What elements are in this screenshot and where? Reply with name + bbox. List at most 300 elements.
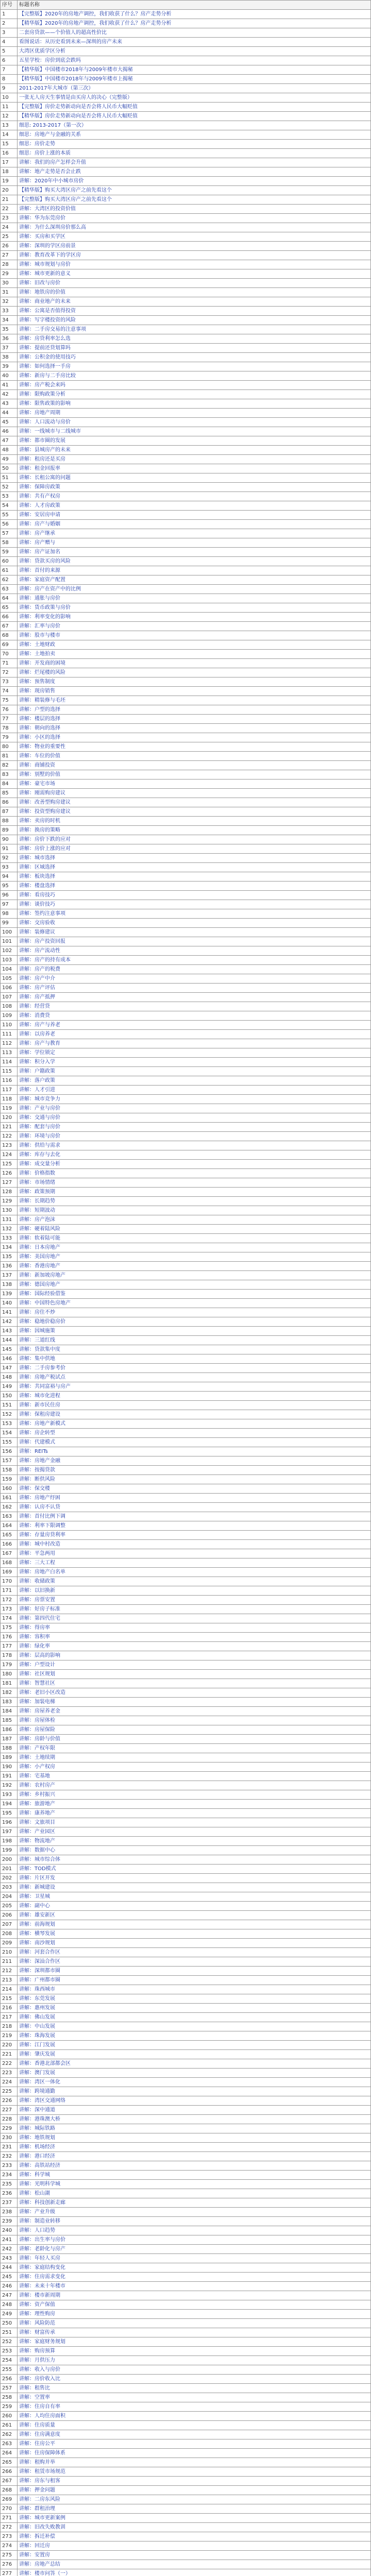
row-index: 276 bbox=[1, 2560, 18, 2569]
table-row bbox=[1, 483, 371, 492]
row-title: 讲解：地铁房的价值 bbox=[18, 288, 371, 297]
table-row bbox=[1, 1438, 371, 1447]
row-title: 讲解：年轻人买房 bbox=[18, 2254, 371, 2263]
row-title: 讲解：江门发展 bbox=[18, 2041, 371, 2050]
row-index: 241 bbox=[1, 2235, 18, 2245]
table-row bbox=[1, 1605, 371, 1614]
row-index: 131 bbox=[1, 1215, 18, 1225]
row-title: 讲解：国际经验借鉴 bbox=[18, 1290, 371, 1299]
table-row bbox=[1, 1698, 371, 1707]
row-index: 162 bbox=[1, 1503, 18, 1512]
row-title: 讲解：长期趋势 bbox=[18, 1197, 371, 1206]
table-row bbox=[1, 1373, 371, 1382]
row-index: 273 bbox=[1, 2532, 18, 2541]
table-row bbox=[1, 2504, 371, 2514]
row-index: 143 bbox=[1, 1327, 18, 1336]
row-index: 70 bbox=[1, 650, 18, 659]
row-title: 讲解：公寓是否值得投资 bbox=[18, 307, 371, 316]
row-index: 73 bbox=[1, 677, 18, 687]
row-index: 174 bbox=[1, 1614, 18, 1623]
table-row bbox=[1, 2467, 371, 2477]
table-row bbox=[1, 1188, 371, 1197]
table-row bbox=[1, 2421, 371, 2430]
row-index: 33 bbox=[1, 307, 18, 316]
row-title: 讲解：华为东莞房价 bbox=[18, 214, 371, 223]
table-row bbox=[1, 2087, 371, 2096]
row-title: 看图说话：从历史看到未来—深圳的房产未来 bbox=[18, 38, 371, 47]
row-index: 200 bbox=[1, 1855, 18, 1865]
row-index: 183 bbox=[1, 1698, 18, 1707]
row-title: 讲解：房产在资产中的比例 bbox=[18, 585, 371, 594]
row-index: 126 bbox=[1, 1169, 18, 1178]
row-index: 177 bbox=[1, 1642, 18, 1651]
row-index: 80 bbox=[1, 742, 18, 752]
table-row bbox=[1, 297, 371, 307]
row-index: 240 bbox=[1, 2226, 18, 2235]
table-row bbox=[1, 631, 371, 640]
row-title: 讲解：好房子标准 bbox=[18, 1605, 371, 1614]
row-index: 272 bbox=[1, 2523, 18, 2532]
row-title: 讲解：如何选择一手房 bbox=[18, 362, 371, 371]
row-index: 251 bbox=[1, 2328, 18, 2337]
row-index: 117 bbox=[1, 1086, 18, 1095]
table-row bbox=[1, 770, 371, 779]
table-row bbox=[1, 1512, 371, 1521]
table-row bbox=[1, 1021, 371, 1030]
row-title: 讲解：房产继承 bbox=[18, 529, 371, 538]
row-index: 235 bbox=[1, 2180, 18, 2189]
table-row bbox=[1, 835, 371, 844]
row-index: 81 bbox=[1, 752, 18, 761]
table-row bbox=[1, 2291, 371, 2300]
table-row bbox=[1, 937, 371, 946]
row-index: 150 bbox=[1, 1392, 18, 1401]
table-row bbox=[1, 1484, 371, 1494]
row-index: 168 bbox=[1, 1558, 18, 1568]
row-index: 92 bbox=[1, 854, 18, 863]
table-row bbox=[1, 2532, 371, 2541]
table-row bbox=[1, 2096, 371, 2106]
row-title: 讲解：车位的价值 bbox=[18, 752, 371, 761]
table-row bbox=[1, 1336, 371, 1345]
row-title: 讲解：房价收入比 bbox=[18, 2375, 371, 2384]
table-row bbox=[1, 1225, 371, 1234]
row-index: 44 bbox=[1, 409, 18, 418]
row-title: 讲解：因城施策 bbox=[18, 1327, 371, 1336]
table-row bbox=[1, 789, 371, 798]
row-title: 讲解：物业的重要性 bbox=[18, 742, 371, 752]
table-row bbox=[1, 1076, 371, 1086]
row-title: 讲解：香港北部都会区 bbox=[18, 2059, 371, 2069]
row-title: 讲解：以房养老 bbox=[18, 1030, 371, 1039]
row-title: 讲解：学位锁定 bbox=[18, 1048, 371, 1058]
row-title: 讲解：租购并举 bbox=[18, 2458, 371, 2467]
row-index: 46 bbox=[1, 427, 18, 436]
table-row bbox=[1, 677, 371, 687]
row-index: 128 bbox=[1, 1188, 18, 1197]
row-index: 106 bbox=[1, 984, 18, 993]
row-title: 讲解：刚需购房建议 bbox=[18, 789, 371, 798]
row-title: 讲解：房地产税试点 bbox=[18, 1373, 371, 1382]
header-title: 标题名称 bbox=[18, 1, 371, 10]
row-index: 271 bbox=[1, 2514, 18, 2523]
table-row bbox=[1, 307, 371, 316]
row-title: 讲解：湾区交通网络 bbox=[18, 2096, 371, 2106]
table-row bbox=[1, 1614, 371, 1623]
row-index: 83 bbox=[1, 770, 18, 779]
table-row bbox=[1, 1197, 371, 1206]
row-title: 讲解：东莞发展 bbox=[18, 1994, 371, 2004]
row-title: 讲解：我们的房产怎样会升值 bbox=[18, 158, 371, 167]
table-row bbox=[1, 1178, 371, 1188]
row-title: 讲解：高铁站经济 bbox=[18, 2161, 371, 2171]
row-title: 讲解：老龄化与房产 bbox=[18, 2245, 371, 2254]
row-index: 67 bbox=[1, 622, 18, 631]
table-row bbox=[1, 1920, 371, 1929]
row-index: 186 bbox=[1, 1725, 18, 1735]
table-row bbox=[1, 2365, 371, 2375]
row-title: 讲解：回迁房 bbox=[18, 2541, 371, 2551]
row-index: 61 bbox=[1, 566, 18, 575]
table-row bbox=[1, 1419, 371, 1429]
table-row bbox=[1, 1410, 371, 1419]
row-index: 136 bbox=[1, 1262, 18, 1271]
row-index: 103 bbox=[1, 956, 18, 965]
row-index: 147 bbox=[1, 1364, 18, 1373]
table-row bbox=[1, 1456, 371, 1466]
row-title: 讲解：短期波动 bbox=[18, 1206, 371, 1215]
row-title: 讲解：人口流动与房价 bbox=[18, 418, 371, 427]
table-row bbox=[1, 1837, 371, 1846]
row-index: 217 bbox=[1, 2013, 18, 2022]
row-title: 讲解：城市综合体 bbox=[18, 1855, 371, 1865]
table-row bbox=[1, 288, 371, 297]
table-row bbox=[1, 232, 371, 242]
row-title: 讲解：人才房政策 bbox=[18, 501, 371, 511]
row-index: 207 bbox=[1, 1920, 18, 1929]
row-index: 101 bbox=[1, 937, 18, 946]
row-index: 84 bbox=[1, 779, 18, 789]
row-title: 讲解：软着陆可能 bbox=[18, 1234, 371, 1243]
row-index: 23 bbox=[1, 214, 18, 223]
row-index: 196 bbox=[1, 1818, 18, 1827]
row-index: 3 bbox=[1, 28, 18, 38]
table-row bbox=[1, 817, 371, 826]
table-row bbox=[1, 2041, 371, 2050]
row-index: 197 bbox=[1, 1827, 18, 1837]
row-index: 164 bbox=[1, 1521, 18, 1531]
row-index: 77 bbox=[1, 715, 18, 724]
row-index: 252 bbox=[1, 2337, 18, 2347]
table-row bbox=[1, 733, 371, 742]
row-title: 讲解：文旅项目 bbox=[18, 1818, 371, 1827]
row-index: 216 bbox=[1, 2004, 18, 2013]
table-row bbox=[1, 242, 371, 251]
table-row bbox=[1, 2078, 371, 2087]
table-row bbox=[1, 1827, 371, 1837]
row-index: 71 bbox=[1, 659, 18, 668]
row-title: 五星学校：房价到底会跌吗 bbox=[18, 56, 371, 65]
row-index: 82 bbox=[1, 761, 18, 770]
row-title: 讲解：资产保值 bbox=[18, 2300, 371, 2310]
table-row bbox=[1, 2004, 371, 2013]
row-title: 讲解：公积金的使用技巧 bbox=[18, 353, 371, 362]
table-row bbox=[1, 149, 371, 158]
row-index: 14 bbox=[1, 130, 18, 140]
row-index: 258 bbox=[1, 2393, 18, 2402]
row-index: 28 bbox=[1, 260, 18, 269]
row-title: 讲解：副中心 bbox=[18, 1902, 371, 1911]
row-index: 37 bbox=[1, 344, 18, 353]
table-row bbox=[1, 1392, 371, 1401]
table-row bbox=[1, 464, 371, 473]
row-index: 12 bbox=[1, 112, 18, 121]
table-row bbox=[1, 1531, 371, 1540]
row-index: 158 bbox=[1, 1466, 18, 1475]
row-index: 242 bbox=[1, 2245, 18, 2254]
row-index: 223 bbox=[1, 2069, 18, 2078]
row-index: 38 bbox=[1, 353, 18, 362]
row-title: 讲解：新房与二手房比较 bbox=[18, 371, 371, 381]
row-index: 86 bbox=[1, 798, 18, 807]
row-title: 讲解：珠海发展 bbox=[18, 2031, 371, 2041]
row-title: 讲解：保交楼 bbox=[18, 1484, 371, 1494]
table-row bbox=[1, 1234, 371, 1243]
table-row bbox=[1, 520, 371, 529]
table-row bbox=[1, 687, 371, 696]
row-index: 7 bbox=[1, 65, 18, 75]
row-index: 231 bbox=[1, 2143, 18, 2152]
row-index: 22 bbox=[1, 205, 18, 214]
table-row bbox=[1, 316, 371, 325]
row-title: 讲解：消费贷 bbox=[18, 1011, 371, 1021]
row-title: 细思: 2013-2017（第一次） bbox=[18, 121, 371, 130]
row-title: 讲解：区域选择 bbox=[18, 863, 371, 872]
row-title: 讲解：住房满意度 bbox=[18, 2430, 371, 2439]
row-title: 讲解：港珠澳大桥 bbox=[18, 2115, 371, 2124]
table-row bbox=[1, 807, 371, 817]
row-title: 讲解：租金回报率 bbox=[18, 464, 371, 473]
table-row bbox=[1, 1354, 371, 1364]
row-index: 19 bbox=[1, 177, 18, 186]
row-title: 讲解：风险防范 bbox=[18, 2319, 371, 2328]
row-index: 85 bbox=[1, 789, 18, 798]
row-index: 100 bbox=[1, 928, 18, 937]
row-index: 154 bbox=[1, 1429, 18, 1438]
row-title: 讲解：家庭结构变化 bbox=[18, 2263, 371, 2273]
row-title: 讲解：人均住房面积 bbox=[18, 2412, 371, 2421]
row-title: 讲解：集中供地 bbox=[18, 1354, 371, 1364]
table-row bbox=[1, 1401, 371, 1410]
row-index: 31 bbox=[1, 288, 18, 297]
table-row bbox=[1, 2189, 371, 2198]
row-title: 讲解：共有产权房 bbox=[18, 492, 371, 501]
table-row bbox=[1, 2384, 371, 2393]
row-title: 讲解：房产评估 bbox=[18, 984, 371, 993]
row-index: 156 bbox=[1, 1447, 18, 1456]
table-row bbox=[1, 2439, 371, 2449]
row-index: 248 bbox=[1, 2300, 18, 2310]
row-index: 112 bbox=[1, 1039, 18, 1048]
table-row bbox=[1, 399, 371, 409]
table-row bbox=[1, 538, 371, 548]
table-row bbox=[1, 705, 371, 715]
table-row bbox=[1, 2300, 371, 2310]
row-index: 161 bbox=[1, 1494, 18, 1503]
row-title: 讲解：小区的选择 bbox=[18, 733, 371, 742]
row-title: 讲解：深圳的学区房前景 bbox=[18, 242, 371, 251]
row-title: 讲解：交通与房价 bbox=[18, 1113, 371, 1123]
table-row bbox=[1, 186, 371, 195]
row-index: 59 bbox=[1, 548, 18, 557]
row-index: 132 bbox=[1, 1225, 18, 1234]
table-row bbox=[1, 1744, 371, 1753]
table-row bbox=[1, 1568, 371, 1577]
row-title: 讲解：产业升级 bbox=[18, 2208, 371, 2217]
row-title: 讲解：利率变化的影响 bbox=[18, 613, 371, 622]
row-title: 讲解：看房技巧 bbox=[18, 891, 371, 900]
table-row bbox=[1, 2541, 371, 2551]
row-index: 246 bbox=[1, 2282, 18, 2291]
table-row bbox=[1, 575, 371, 585]
table-row bbox=[1, 409, 371, 418]
row-title: 讲解：南沙规划 bbox=[18, 1939, 371, 1948]
table-row bbox=[1, 919, 371, 928]
row-index: 263 bbox=[1, 2439, 18, 2449]
table-row bbox=[1, 1735, 371, 1744]
row-index: 204 bbox=[1, 1892, 18, 1902]
row-title: 讲解：土地拍卖 bbox=[18, 650, 371, 659]
table-row bbox=[1, 1466, 371, 1475]
row-index: 79 bbox=[1, 733, 18, 742]
row-title: 讲解：房产与婚姻 bbox=[18, 520, 371, 529]
row-title: 讲解：房产中介 bbox=[18, 974, 371, 984]
table-row bbox=[1, 1800, 371, 1809]
row-title: 讲解：科技创新走廊 bbox=[18, 2198, 371, 2208]
table-row bbox=[1, 2319, 371, 2328]
table-row bbox=[1, 1475, 371, 1484]
table-row bbox=[1, 1382, 371, 1392]
table-row bbox=[1, 47, 371, 56]
row-index: 163 bbox=[1, 1512, 18, 1521]
row-title: 讲解：板块选择 bbox=[18, 872, 371, 882]
row-index: 202 bbox=[1, 1874, 18, 1883]
row-index: 104 bbox=[1, 965, 18, 974]
table-row bbox=[1, 557, 371, 566]
row-title: 讲解：深中通道 bbox=[18, 2106, 371, 2115]
row-title: 讲解：深汕合作区 bbox=[18, 1957, 371, 1967]
row-index: 99 bbox=[1, 919, 18, 928]
table-row bbox=[1, 325, 371, 334]
table-row bbox=[1, 603, 371, 613]
row-title: 讲解：小产权房 bbox=[18, 1762, 371, 1772]
row-title: 讲解：都市圈的发展 bbox=[18, 436, 371, 446]
table-row bbox=[1, 1967, 371, 1976]
table-row bbox=[1, 2235, 371, 2245]
row-index: 144 bbox=[1, 1336, 18, 1345]
table-row bbox=[1, 455, 371, 464]
table-row bbox=[1, 882, 371, 891]
row-index: 39 bbox=[1, 362, 18, 371]
row-title: 讲解：二手房交易的注意事项 bbox=[18, 325, 371, 334]
row-index: 199 bbox=[1, 1846, 18, 1855]
row-index: 72 bbox=[1, 668, 18, 677]
row-title: 讲解：代建模式 bbox=[18, 1438, 371, 1447]
table-row bbox=[1, 752, 371, 761]
table-row bbox=[1, 2180, 371, 2189]
table-row bbox=[1, 2560, 371, 2569]
row-title: 讲解：供给与需求 bbox=[18, 1141, 371, 1150]
row-index: 119 bbox=[1, 1104, 18, 1113]
row-index: 63 bbox=[1, 585, 18, 594]
table-row bbox=[1, 900, 371, 909]
row-index: 15 bbox=[1, 140, 18, 149]
row-title: 细思：房价走势 bbox=[18, 140, 371, 149]
row-index: 42 bbox=[1, 390, 18, 399]
row-title: 讲解：财富传承 bbox=[18, 2328, 371, 2337]
table-row bbox=[1, 1623, 371, 1633]
row-index: 54 bbox=[1, 501, 18, 511]
row-index: 166 bbox=[1, 1540, 18, 1549]
row-title: 讲解：房产与教育 bbox=[18, 1039, 371, 1048]
row-title: 【精华版】中国楼市2018年与2009年楼市大揭秘 bbox=[18, 65, 371, 75]
row-title: 讲解：松山湖 bbox=[18, 2189, 371, 2198]
table-row bbox=[1, 28, 371, 38]
row-title: 讲解：断供风险 bbox=[18, 1475, 371, 1484]
table-row bbox=[1, 1252, 371, 1262]
row-title: 讲解：别墅的价值 bbox=[18, 770, 371, 779]
row-title: 讲解：股市与楼市 bbox=[18, 631, 371, 640]
row-index: 122 bbox=[1, 1132, 18, 1141]
row-index: 259 bbox=[1, 2402, 18, 2412]
table-row bbox=[1, 2226, 371, 2235]
row-title: 讲解：配套与房价 bbox=[18, 1123, 371, 1132]
row-title: 讲解：经营贷 bbox=[18, 1002, 371, 1011]
row-title: 讲解：收入与房价 bbox=[18, 2365, 371, 2375]
table-row bbox=[1, 501, 371, 511]
table-row bbox=[1, 1299, 371, 1308]
table-row bbox=[1, 2523, 371, 2532]
table-row bbox=[1, 1790, 371, 1800]
table-row bbox=[1, 1271, 371, 1280]
row-title: 讲解：乡村振兴 bbox=[18, 1790, 371, 1800]
row-index: 113 bbox=[1, 1048, 18, 1058]
row-title: 讲解：房地产总结 bbox=[18, 2560, 371, 2569]
table-row bbox=[1, 1957, 371, 1967]
table-row bbox=[1, 10, 371, 19]
row-index: 187 bbox=[1, 1735, 18, 1744]
table-row bbox=[1, 2031, 371, 2041]
table-row bbox=[1, 1327, 371, 1336]
row-index: 167 bbox=[1, 1549, 18, 1558]
row-title: 讲解：房产投资回报 bbox=[18, 937, 371, 946]
table-row bbox=[1, 2217, 371, 2226]
row-title: 讲解：租赁市场规范 bbox=[18, 2467, 371, 2477]
row-title: 讲解：康养地产 bbox=[18, 1809, 371, 1818]
row-title: 讲解：县城房产的未来 bbox=[18, 446, 371, 455]
row-title: 讲解：房产税会来吗 bbox=[18, 381, 371, 390]
row-index: 224 bbox=[1, 2078, 18, 2087]
table-row bbox=[1, 19, 371, 28]
table-row bbox=[1, 1762, 371, 1772]
table-row bbox=[1, 844, 371, 854]
row-index: 129 bbox=[1, 1197, 18, 1206]
row-index: 18 bbox=[1, 167, 18, 177]
table-row bbox=[1, 2328, 371, 2337]
table-row bbox=[1, 2245, 371, 2254]
row-title: 【精华版】中国楼市2018年与2009年楼市上揭秘 bbox=[18, 75, 371, 84]
row-title: 讲解：未来十年楼市 bbox=[18, 2282, 371, 2291]
